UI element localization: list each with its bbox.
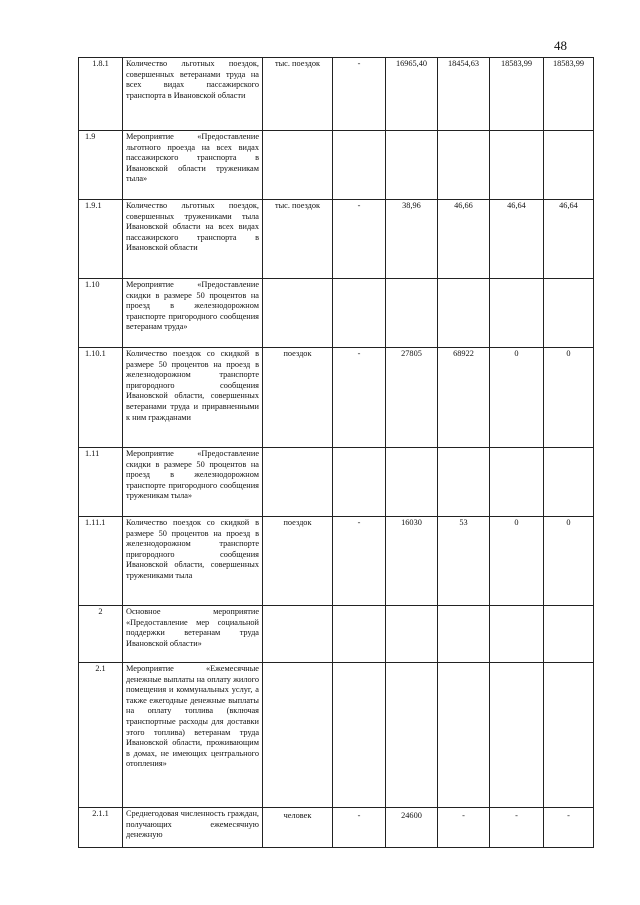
- row-value-1: [333, 606, 386, 663]
- row-description: Среднегодовая численность граждан, получающих ежемесячную денежную: [123, 808, 263, 848]
- row-value-1: -: [333, 517, 386, 606]
- row-value-2: [386, 279, 438, 348]
- page-number: 48: [554, 38, 567, 53]
- row-value-1: [333, 448, 386, 517]
- row-number: 1.10.1: [79, 348, 123, 448]
- table-row: [79, 517, 594, 606]
- row-value-3: 68922: [438, 348, 490, 448]
- row-value-5: [544, 131, 594, 200]
- row-value-5: [544, 606, 594, 663]
- row-value-5: 0: [544, 348, 594, 448]
- row-number: 2: [79, 606, 123, 663]
- row-number: 1.9.1: [79, 200, 123, 279]
- row-unit: [263, 448, 333, 517]
- row-value-5: 0: [544, 517, 594, 606]
- row-unit: человек: [263, 808, 333, 848]
- row-value-5: -: [544, 808, 594, 848]
- row-value-4: [490, 448, 544, 517]
- row-number: 2.1: [79, 663, 123, 808]
- table-row: [79, 808, 594, 848]
- row-unit: поездок: [263, 348, 333, 448]
- row-value-1: [333, 279, 386, 348]
- indicators-table: [78, 57, 594, 848]
- row-value-4: 0: [490, 348, 544, 448]
- row-value-3: [438, 131, 490, 200]
- row-value-4: [490, 131, 544, 200]
- row-value-3: -: [438, 808, 490, 848]
- row-value-2: 27805: [386, 348, 438, 448]
- row-value-4: 0: [490, 517, 544, 606]
- row-description: Мероприятие «Предоставление скидки в размере 50 процентов на проезд в железнодорожном транспорте пригородного сообщения ветеранам труда»: [123, 279, 263, 348]
- row-description: Количество поездок со скидкой в размере 50 процентов на проезд в железнодорожном транспорте пригородного сообщения Ивановской области, совершенных тружениками тыла: [123, 517, 263, 606]
- row-value-2: [386, 131, 438, 200]
- row-description: Мероприятие «Ежемесячные денежные выплаты на оплату жилого помещения и коммунальных услуг, а также ежегодные денежные выплаты на оплату топлива (включая транспортные расходы для доставки этого топлива) ветеранам труда Ивановской области, проживающим в домах, не имеющих центрального отопления»: [123, 663, 263, 808]
- row-value-3: 53: [438, 517, 490, 606]
- row-value-5: [544, 663, 594, 808]
- row-value-1: -: [333, 200, 386, 279]
- table-row: [79, 58, 594, 131]
- table-row: [79, 348, 594, 448]
- row-value-4: 46,64: [490, 200, 544, 279]
- row-unit: [263, 663, 333, 808]
- row-value-2: 16965,40: [386, 58, 438, 131]
- row-value-2: [386, 606, 438, 663]
- row-number: 1.10: [79, 279, 123, 348]
- row-value-4: [490, 606, 544, 663]
- row-value-1: [333, 663, 386, 808]
- row-value-4: [490, 279, 544, 348]
- row-value-5: [544, 279, 594, 348]
- row-description: Количество льготных поездок, совершенных тружениками тыла Ивановской области на всех видах пассажирского транспорта в Ивановской области: [123, 200, 263, 279]
- row-value-3: [438, 448, 490, 517]
- row-value-4: -: [490, 808, 544, 848]
- table-row: [79, 448, 594, 517]
- row-value-3: 18454,63: [438, 58, 490, 131]
- row-value-5: 46,64: [544, 200, 594, 279]
- row-value-4: [490, 663, 544, 808]
- row-description: Мероприятие «Предоставление льготного проезда на всех видах пассажирского транспорта в Ивановской области труженикам тыла»: [123, 131, 263, 200]
- row-value-4: 18583,99: [490, 58, 544, 131]
- row-unit: [263, 606, 333, 663]
- row-number: 1.8.1: [79, 58, 123, 131]
- row-value-2: [386, 663, 438, 808]
- row-unit: [263, 279, 333, 348]
- row-unit: [263, 131, 333, 200]
- row-value-1: [333, 131, 386, 200]
- row-value-2: 24600: [386, 808, 438, 848]
- row-value-2: 38,96: [386, 200, 438, 279]
- row-description: Основное мероприятие «Предоставление мер социальной поддержки ветеранам труда Ивановской области»: [123, 606, 263, 663]
- row-value-5: [544, 448, 594, 517]
- row-number: 2.1.1: [79, 808, 123, 848]
- table-row: [79, 279, 594, 348]
- row-value-3: [438, 663, 490, 808]
- row-value-3: [438, 606, 490, 663]
- row-unit: тыс. поездок: [263, 58, 333, 131]
- row-description: Мероприятие «Предоставление скидки в размере 50 процентов на проезд в железнодорожном транспорте пригородного сообщения труженикам тыла»: [123, 448, 263, 517]
- row-description: Количество поездок со скидкой в размере 50 процентов на проезд в железнодорожном транспорте пригородного сообщения Ивановской области, совершенных ветеранами труда и приравненными к ним гражданами: [123, 348, 263, 448]
- row-value-5: 18583,99: [544, 58, 594, 131]
- row-value-1: -: [333, 348, 386, 448]
- table-row: [79, 663, 594, 808]
- row-number: 1.11.1: [79, 517, 123, 606]
- row-unit: поездок: [263, 517, 333, 606]
- row-description: Количество льготных поездок, совершенных ветеранами труда на всех видах пассажирского транспорта в Ивановской области: [123, 58, 263, 131]
- row-number: 1.11: [79, 448, 123, 517]
- row-value-3: [438, 279, 490, 348]
- row-value-1: -: [333, 808, 386, 848]
- table-row: [79, 200, 594, 279]
- row-value-1: -: [333, 58, 386, 131]
- table-row: [79, 606, 594, 663]
- row-value-3: 46,66: [438, 200, 490, 279]
- row-value-2: 16030: [386, 517, 438, 606]
- row-value-2: [386, 448, 438, 517]
- table-row: [79, 131, 594, 200]
- row-unit: тыс. поездок: [263, 200, 333, 279]
- row-number: 1.9: [79, 131, 123, 200]
